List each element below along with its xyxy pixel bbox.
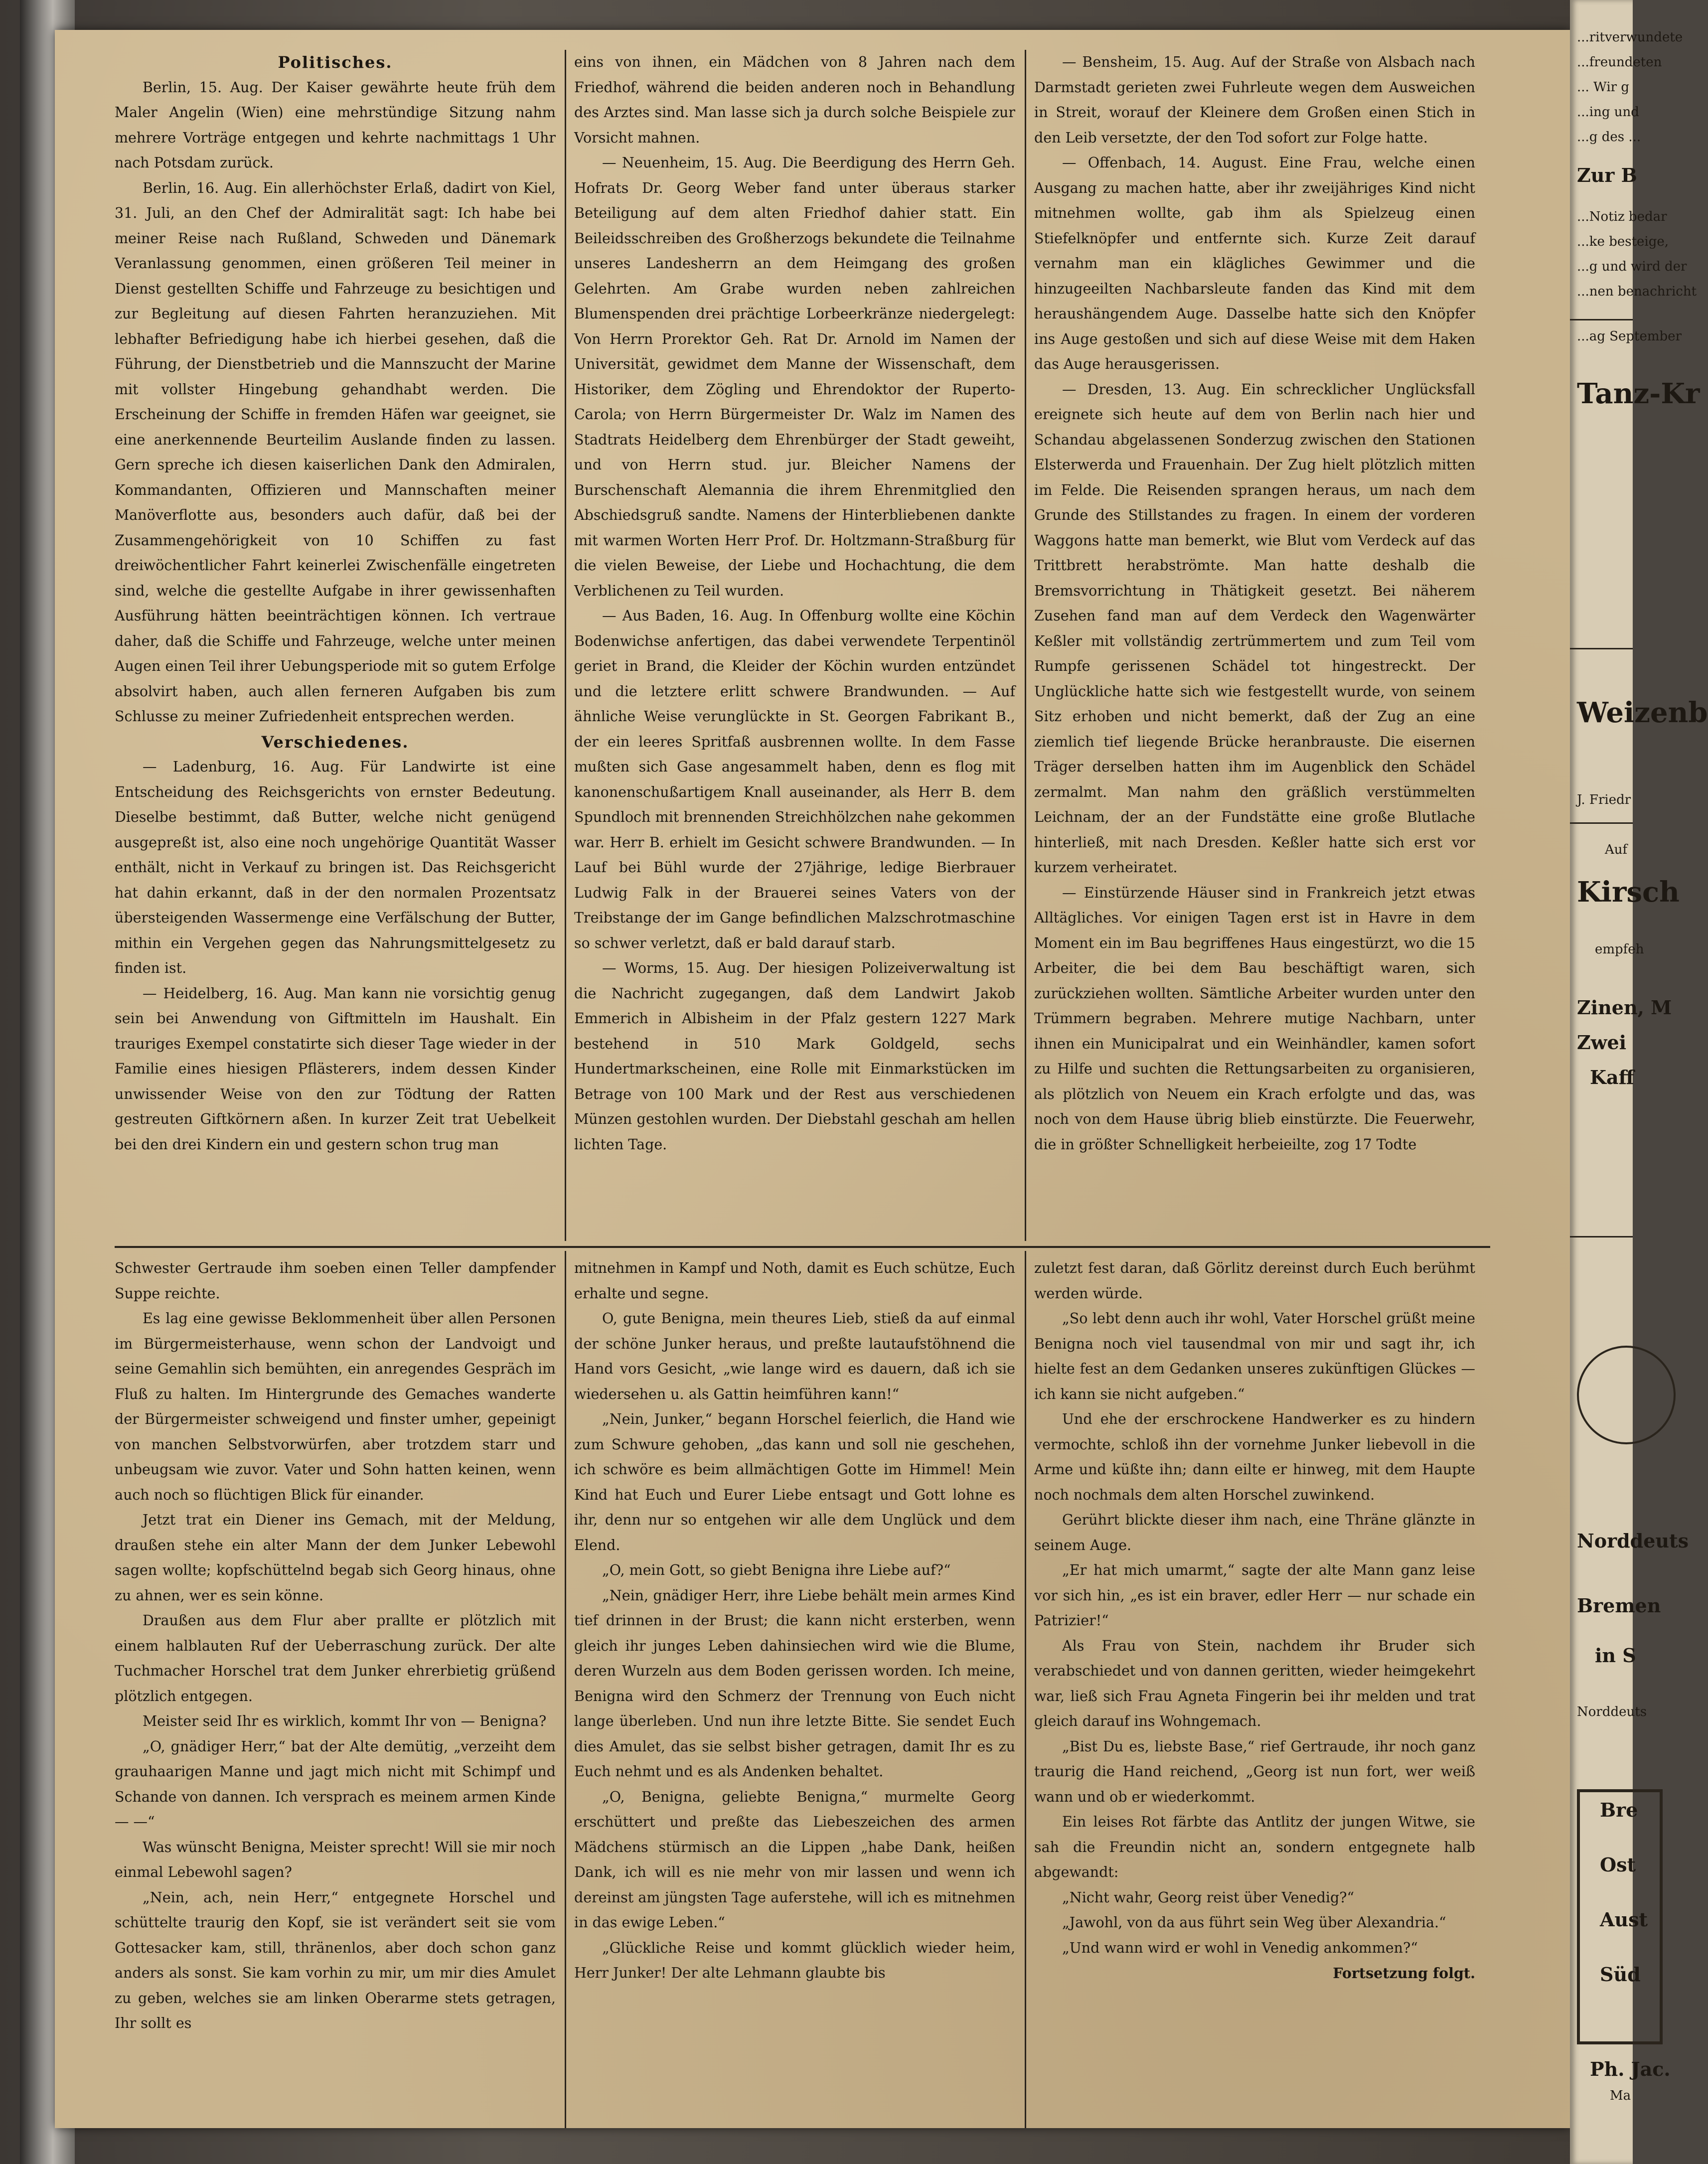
section-heading-verschiedenes: Verschiedenes. bbox=[261, 732, 409, 752]
strip-text: Ma bbox=[1610, 2088, 1631, 2103]
upper-column-3 bbox=[1034, 50, 1475, 1236]
section-heading-politisches: Politisches. bbox=[278, 53, 393, 72]
strip-text: Norddeuts bbox=[1577, 1704, 1647, 1719]
article-paragraph: Berlin, 15. Aug. Der Kaiser gewährte heute früh dem Maler Angelin (Wien) eine mehrstündige Sitzung nahm mehrere Vorträge entgegen und kehrte nachmittags 1 Uhr nach Potsdam zurück. bbox=[115, 79, 556, 171]
story-paragraph: „Er hat mich umarmt,“ sagte der alte Mann ganz leise vor sich hin, „es ist ein braver, edler Herr — nur schade ein Patrizier!“ bbox=[1034, 1562, 1475, 1629]
story-paragraph: Jetzt trat ein Diener ins Gemach, mit der Meldung, draußen stehe ein alter Mann der dem Junker Lebewohl sagen wollte; kopfschüttelnd begab sich Georg hinaus, ohne zu ahnen, wer es sein könne. bbox=[115, 1512, 556, 1604]
strip-text: Süd bbox=[1600, 1963, 1641, 1986]
strip-text: Bremen bbox=[1577, 1594, 1661, 1617]
story-paragraph: mitnehmen in Kampf und Noth, damit es Euch schütze, Euch erhalte und segne. bbox=[574, 1260, 1015, 1302]
strip-text: ... Wir g bbox=[1577, 80, 1629, 95]
strip-text: ...nen benachricht bbox=[1577, 284, 1697, 299]
strip-text: Zinen, M bbox=[1577, 996, 1672, 1019]
strip-text: ...ke besteige, bbox=[1577, 234, 1669, 249]
strip-text: ...ag September bbox=[1577, 329, 1682, 344]
article-paragraph: — Einstürzende Häuser sind in Frankreich jetzt etwas Alltägliches. Vor einigen Tagen erst ist in Havre in dem Moment ein im Bau begriffenes Haus eingestürzt, wo die 15 Arbeiter, die bei dem Bau beschäftigt waren, sich zurückziehen wollten. Sämtliche Arbeiter wurden unter den Trümmern begraben. Mehrere mutige Nachbarn, unter ihnen ein Municipalrat und ein Weinhändler, kamen sofort zu Hilfe und suchten die Rettungsarbeiten zu organisieren, als plötzlich von Neuem ein Krach erfolgte und das, was noch von dem Hause übrig blieb einstürzte. Die Feuerwehr, die in größter Schnelligkeit herbeieilte, zog 17 Todte bbox=[1034, 884, 1475, 1153]
strip-rule bbox=[1570, 648, 1633, 649]
continuation-note: Fortsetzung folgt. bbox=[1333, 1965, 1475, 1982]
article-paragraph: — Aus Baden, 16. Aug. In Offenburg wollte eine Köchin Bodenwichse anfertigen, das dabei verwendete Terpentinöl geriet in Brand, die Kleider der Köchin wurden entzündet und die letztere erlitt schwere Brandwunden. — Auf ähnliche Weise verunglückte in St. Georgen Fabrikant B., der ein leeres Spritfaß ausbrennen wollte. In dem Fasse mußten sich Gase angesammelt haben, denn es flog mit kanonenschußartigem Knall auseinander, als Herr B. dem Spundloch mit brennenden Streichhölzchen nahe gekommen war. Herr B. erhielt im Gesicht schwere Brandwunden. — In Lauf bei Bühl wurde der 27jährige, ledige Bierbrauer Ludwig Falk in der Brauerei seines Vaters von der Treibstange der im Gange befindlichen Malzschrotmaschine so schwer verletzt, daß er bald darauf starb. bbox=[574, 608, 1015, 951]
upper-column-2 bbox=[574, 50, 1015, 1236]
article-paragraph: — Dresden, 13. Aug. Ein schrecklicher Unglücksfall ereignete sich heute auf dem von Berlin nach hier und Schandau abgelassenen Sonderzug zwischen den Stationen Elsterwerda und Frauenhain. Der Zug hielt plötzlich mitten im Felde. Die Reisenden sprangen heraus, um nach dem Grunde des Stillstandes zu fragen. In einem der vorderen Waggons hatte man bemerkt, wie Blut vom Verdeck auf das Trittbrett herabströmte. Man hatte deshalb die Bremsvorrichtung in Thätigkeit gesetzt. Bei näherem Zusehen fand man auf dem Verdeck den Wagenwärter Keßler mit vollständig zertrümmertem und zum Teil vom Rumpfe gerissenen Schädel tot hingestreckt. Der Unglückliche hatte sich wie festgestellt wurde, von seinem Sitz erhoben und nicht bemerkt, daß der Zug an eine ziemlich tief liegende Brücke heranbrauste. Die eisernen Träger derselben hatten ihm im Augenblick den Schädel zermalmt. Man nahm den gräßlich verstümmelten Leichnam, der an der Fundstätte eine große Blutlache hinterließ, mit nach Dresden. Keßler hatte sich erst vor kurzem verheiratet. bbox=[1034, 381, 1475, 876]
story-paragraph: Draußen aus dem Flur aber prallte er plötzlich mit einem halblauten Ruf der Ueberraschung zurück. Der alte Tuchmacher Horschel trat dem Junker ehrerbietig grüßend plötzlich entgegen. bbox=[115, 1612, 556, 1704]
story-paragraph: „Und wann wird er wohl in Venedig ankommen?“ bbox=[1062, 1939, 1418, 1956]
strip-text: Auf bbox=[1605, 842, 1628, 857]
strip-text: Kaff bbox=[1590, 1066, 1634, 1088]
story-paragraph: „O, mein Gott, so giebt Benigna ihre Liebe auf?“ bbox=[602, 1562, 951, 1578]
story-paragraph: „Glückliche Reise und kommt glücklich wieder heim, Herr Junker! Der alte Lehmann glaubte bis bbox=[574, 1939, 1015, 1981]
story-paragraph: „Jawohl, von da aus führt sein Weg über Alexandria.“ bbox=[1062, 1914, 1446, 1931]
article-paragraph: — Heidelberg, 16. Aug. Man kann nie vorsichtig genug sein bei Anwendung von Giftmitteln im Haushalt. Ein trauriges Exempel constatirte sich dieser Tage wieder in der Familie eines hiesigen Pflästerers, indem dessen Kinder unwissender Weise von den zur Tödtung der Ratten gestreuten Giftkörnern aßen. In kurzer Zeit trat Uebelkeit bei den drei Kindern ein und gestern schon trug man bbox=[115, 985, 556, 1153]
strip-text: ...g des ... bbox=[1577, 130, 1641, 145]
story-paragraph: Meister seid Ihr es wirklich, kommt Ihr von — Benigna? bbox=[143, 1713, 547, 1729]
strip-text: Aust bbox=[1600, 1908, 1648, 1931]
article-paragraph: — Ladenburg, 16. Aug. Für Landwirte ist eine Entscheidung des Reichsgerichts von ernster Bedeutung. Dieselbe bestimmt, daß Butter, welche nicht genügend ausgepreßt ist, also eine noch ungehörige Quantität Wasser enthält, nicht in Verkauf zu bringen ist. Das Reichsgericht hat dahin erkannt, daß in der den normalen Prozentsatz übersteigenden Wassermenge eine Verfälschung der Butter, mithin ein Vergehen gegen das Nahrungsmittelgesetz zu finden ist. bbox=[115, 759, 556, 976]
strip-text: Zur B bbox=[1577, 164, 1637, 186]
column-divider bbox=[565, 50, 566, 1241]
story-paragraph: „Nicht wahr, Georg reist über Venedig?“ bbox=[1062, 1889, 1355, 1906]
strip-text: Ph. Jac. bbox=[1590, 2058, 1671, 2080]
story-paragraph: Was wünscht Benigna, Meister sprecht! Will sie mir noch einmal Lebewohl sagen? bbox=[115, 1839, 556, 1880]
strip-text: Zwei bbox=[1577, 1031, 1627, 1054]
story-paragraph: „Bist Du es, liebste Base,“ rief Gertraude, ihr noch ganz traurig die Hand reichend, „Georg ist nun fort, wer weiß wann und ob er wiederkommt. bbox=[1034, 1738, 1475, 1805]
upper-column-1 bbox=[115, 50, 556, 1236]
article-paragraph: — Worms, 15. Aug. Der hiesigen Polizeiverwaltung ist die Nachricht zugegangen, daß dem Landwirt Jakob Emmerich in Albisheim in der Pfalz gestern 1227 Mark bestehend in 510 Mark Goldgeld, sechs Hundertmarkscheinen, eine Rolle mit Einmarkstücken im Betrage von 100 Mark und der Rest aus verschiedenen Münzen gestohlen wurden. Der Diebstahl geschah am hellen lichten Tage. bbox=[574, 960, 1015, 1153]
lower-column-3 bbox=[1034, 1256, 1475, 2123]
strip-text: Norddeuts bbox=[1577, 1530, 1689, 1552]
story-paragraph: „Nein, ach, nein Herr,“ entgegnete Horschel und schüttelte traurig den Kopf, sie ist verändert seit sie vom Gottesacker kam, still, thränenlos, aber doch schon ganz anders als sonst. Sie kam vorhin zu mir, um mir dies Amulet zu geben, welches sie am linken Oberarme stets getragen, Ihr sollt es bbox=[115, 1889, 556, 2031]
article-paragraph: — Neuenheim, 15. Aug. Die Beerdigung des Herrn Geh. Hofrats Dr. Georg Weber fand unter überaus starker Beteiligung auf dem alten Friedhof dahier statt. Ein Beileidsschreiben des Großherzogs bekundete die Teilnahme unseres Landesherrn an dem Heimgang des großen Gelehrten. Am Grabe wurden neben zahlreichen Blumenspenden drei prächtige Lorbeerkränze niedergelegt: Von Herrn Prorektor Geh. Rat Dr. Arnold im Namen der Universität, gewidmet dem Manne der Wissenschaft, dem Historiker, dem Zögling und Ehrendoktor der Ruperto-Carola; von Herrn Bürgermeister Dr. Walz im Namen des Stadtrats Heidelberg dem Ehrenbürger der Stadt geweiht, und von Herrn stud. jur. Bleicher Namens der Burschenschaft Alemannia die ihrem Ehrenmitglied den Abschiedsgruß sandte. Namens der Hinterbliebenen dankte mit warmen Worten Herr Prof. Dr. Holtzmann-Straßburg für die vielen Beweise, der Liebe und Hochachtung, die dem Verblichenen zu Teil wurden. bbox=[574, 155, 1015, 599]
lower-column-2 bbox=[574, 1256, 1015, 2123]
story-paragraph: O, gute Benigna, mein theures Lieb, stieß da auf einmal der schöne Junker heraus, und preßte lautaufstöhnend die Hand vors Gesicht, „wie lange wird es dauern, daß ich sie wiedersehen u. als Gattin heimführen kann!“ bbox=[574, 1310, 1015, 1402]
strip-text: Kirsch bbox=[1577, 876, 1680, 909]
story-paragraph: zuletzt fest daran, daß Görlitz dereinst durch Euch berühmt werden würde. bbox=[1034, 1260, 1475, 1302]
strip-text: Weizenb bbox=[1577, 696, 1708, 729]
adjacent-page-strip bbox=[1570, 0, 1708, 2164]
story-paragraph: Als Frau von Stein, nachdem ihr Bruder sich verabschiedet und von dannen geritten, wieder heimgekehrt war, ließ sich Frau Agneta Fingerin bei ihr melden und trat gleich darauf ins Wohngemach. bbox=[1034, 1637, 1475, 1729]
strip-text: in S bbox=[1595, 1644, 1636, 1667]
story-paragraph: „So lebt denn auch ihr wohl, Vater Horschel grüßt meine Benigna noch viel tausendmal von mir und sagt ihr, ich hielte fest an dem Gedanken unseres zukünftigen Glückes — ich kann sie nicht aufgeben.“ bbox=[1034, 1310, 1475, 1402]
strip-text: J. Friedr bbox=[1577, 792, 1631, 807]
story-paragraph: „Nein, gnädiger Herr, ihre Liebe behält mein armes Kind tief drinnen in der Brust; die kann nicht ersterben, wenn gleich ihr junges Leben dahinsiechen wird wie die Blume, deren Wurzeln aus dem Boden gerissen worden. Ich meine, Benigna wird den Schmerz der Trennung von Euch nicht lange überleben. Und nun ihre letzte Bitte. Sie sendet Euch dies Amulet, das sie selbst bisher getragen, damit Ihr es zu Euch nehmt und es als Andenken behaltet. bbox=[574, 1587, 1015, 1780]
story-paragraph: „O, gnädiger Herr,“ bat der Alte demütig, „verzeiht dem grauhaarigen Manne und jagt mich nicht mit Schimpf und Schande von dannen. Ich versprach es meinem armen Kinde — —“ bbox=[115, 1738, 556, 1830]
column-divider bbox=[1025, 50, 1026, 1241]
story-paragraph: Ein leises Rot färbte das Antlitz der jungen Witwe, sie sah die Freundin nicht an, sondern entgegnete halb abgewandt: bbox=[1034, 1814, 1475, 1880]
strip-text: ...freundeten bbox=[1577, 55, 1662, 70]
shipping-line-emblem-icon bbox=[1577, 1346, 1676, 1444]
strip-rule bbox=[1570, 319, 1633, 320]
column-divider bbox=[565, 1251, 566, 2128]
newspaper-columns bbox=[115, 50, 1500, 2133]
story-paragraph: Und ehe der erschrockene Handwerker es zu hindern vermochte, schloß ihn der vornehme Junker liebevoll in die Arme und küßte ihn; dann eilte er hinweg, mit dem Haupte noch nochmals dem alten Horschel zuwinkend. bbox=[1034, 1411, 1475, 1503]
strip-rule bbox=[1570, 822, 1633, 824]
article-paragraph: eins von ihnen, ein Mädchen von 8 Jahren nach dem Friedhof, während die beiden anderen noch in Behandlung des Arztes sind. Man lasse sich ja durch solche Beispiele zur Vorsicht mahnen. bbox=[574, 54, 1015, 146]
story-paragraph: Schwester Gertraude ihm soeben einen Teller dampfender Suppe reichte. bbox=[115, 1260, 556, 1302]
lower-column-1 bbox=[115, 1256, 556, 2123]
strip-text: ...Notiz bedar bbox=[1577, 209, 1667, 224]
column-divider bbox=[1025, 1251, 1026, 2128]
strip-text: Bre bbox=[1600, 1799, 1638, 1821]
strip-text: ...g und wird der bbox=[1577, 259, 1687, 274]
story-paragraph: Es lag eine gewisse Beklommenheit über allen Personen im Bürgermeisterhause, wenn schon der Landvoigt und seine Gemahlin sich bemühten, ein anregendes Gespräch im Fluß zu halten. Im Hintergrunde des Gemaches wanderte der Bürgermeister schweigend und finster umher, gepeinigt von manchen Selbstvorwürfen, aber trotzdem starr und unbeugsam wie zuvor. Vater und Sohn hatten keinen, wenn auch noch so flüchtigen Blick für einander. bbox=[115, 1310, 556, 1503]
strip-text: ...ing und bbox=[1577, 105, 1639, 120]
story-paragraph: Gerührt blickte dieser ihm nach, eine Thräne glänzte in seinem Auge. bbox=[1034, 1512, 1475, 1553]
article-paragraph: — Bensheim, 15. Aug. Auf der Straße von Alsbach nach Darmstadt gerieten zwei Fuhrleute wegen dem Ausweichen in Streit, worauf der Kleinere dem Großen einen Stich in den Leib versetzte, der den Tod sofort zur Folge hatte. bbox=[1034, 54, 1475, 146]
strip-text: empfeh bbox=[1595, 942, 1644, 957]
section-divider bbox=[115, 1246, 1490, 1248]
story-paragraph: „Nein, Junker,“ begann Horschel feierlich, die Hand wie zum Schwure gehoben, „das kann und soll nie geschehen, ich schwöre es beim allmächtigen Gotte im Himmel! Mein Kind hat Euch und Eurer Liebe entsagt und Gott lohne es ihr, denn nur so entgehen wir alle dem Unglück und dem Elend. bbox=[574, 1411, 1015, 1553]
strip-rule bbox=[1570, 1236, 1633, 1237]
strip-text: Tanz-Kr bbox=[1577, 377, 1700, 410]
article-paragraph: — Offenbach, 14. August. Eine Frau, welche einen Ausgang zu machen hatte, aber ihr zweijähriges Kind nicht mitnehmen wollte, gab ihm als Spielzeug einen Stiefelknöpfer und entfernte sich. Kurze Zeit darauf vernahm man ein klägliches Gewimmer und die hinzugeeilten Nachbarsleute fanden das Kind mit dem heraushängendem Auge. Dasselbe hatte sich den Knöpfer ins Auge gestoßen und sich auf diese Weise mit dem Haken das Auge herausgerissen. bbox=[1034, 155, 1475, 372]
strip-text: Ost bbox=[1600, 1854, 1636, 1876]
strip-text: ...ritverwundete bbox=[1577, 30, 1683, 45]
story-paragraph: „O, Benigna, geliebte Benigna,“ murmelte Georg erschüttert und preßte das Liebeszeichen des armen Mädchens stürmisch an die Lippen „habe Dank, heißen Dank, ich will es nie mehr von mir lassen und wenn ich dereinst am jüngsten Tage auferstehe, will ich es mitnehmen in das ewige Leben.“ bbox=[574, 1788, 1015, 1931]
article-paragraph: Berlin, 16. Aug. Ein allerhöchster Erlaß, dadirt von Kiel, 31. Juli, an den Chef der Admiralität sagt: Ich habe bei meiner Reise nach Rußland, Schweden und Dänemark Veranlassung genommen, einen größeren Teil meiner in Dienst gestellten Schiffe und Fahrzeuge zu besichtigen und zur Begleitung auf diesen Fahrten heranzuziehen. Mit lebhafter Befriedigung habe ich hierbei gesehen, daß die Führung, der Dienstbetrieb und die Mannszucht der Marine mit vollster Hingebung gehandhabt werden. Die Erscheinung der Schiffe in fremden Häfen war geeignet, sie eine anerkennende Beurteilim Auslande finden zu lassen. Gern spreche ich diesen kaiserlichen Dank den Admiralen, Kommandanten, Offizieren und Mannschaften meiner Manöverflotte aus, besonders auch dafür, daß bei der Zusammengehörigkeit von 10 Schiffen zu fast dreiwöchentlicher Fahrt keinerlei Zwischenfälle eingetreten sind, welche die gestellte Aufgabe in ihrer gewissenhaften Ausführung hätten beeinträchtigen können. Ich vertraue daher, daß die Schiffe und Fahrzeuge, welche unter meinen Augen einen Teil ihrer Uebungsperiode mit so gutem Erfolge absolvirt haben, auch allen ferneren Aufgaben bis zum Schlusse zu meiner Zufriedenheit entsprechen werden. bbox=[115, 179, 556, 725]
